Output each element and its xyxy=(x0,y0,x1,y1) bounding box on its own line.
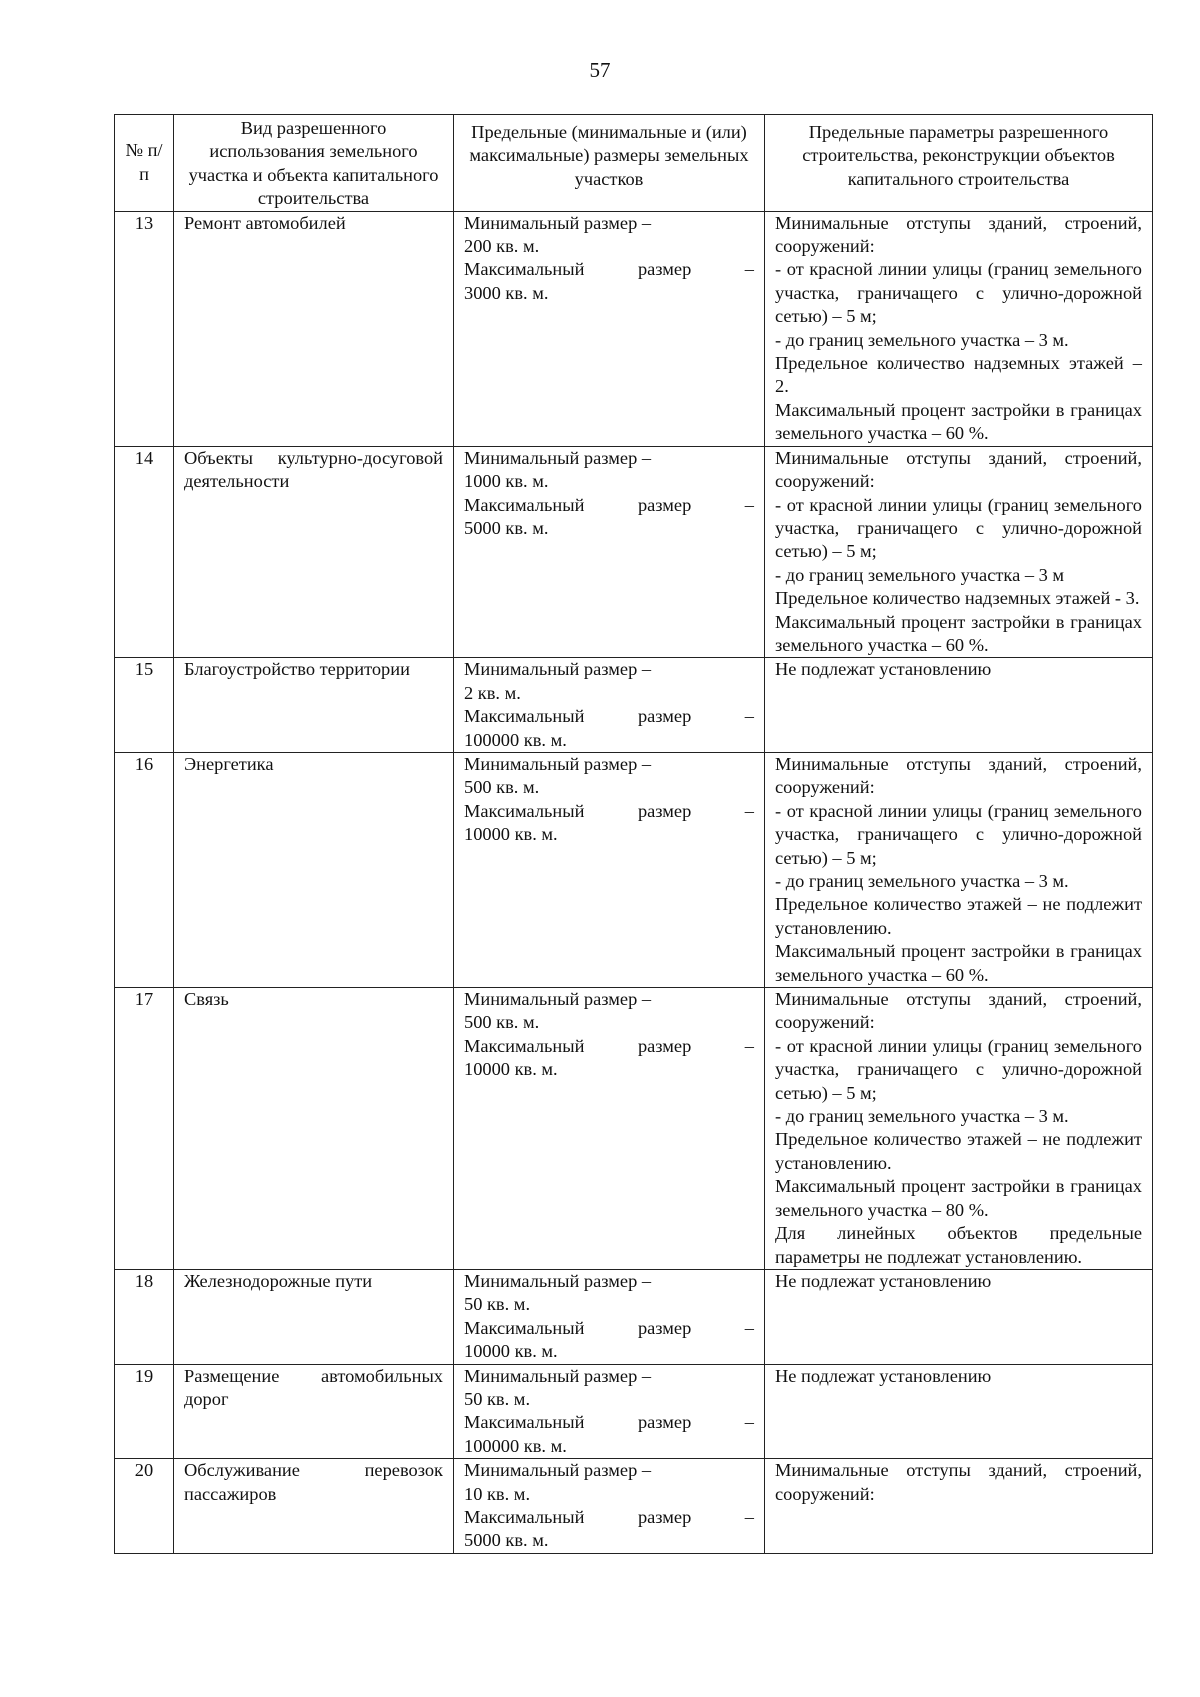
row-number-text: 18 xyxy=(134,1270,154,1291)
max-size-word-1: Максимальный xyxy=(464,1506,585,1527)
size-cell xyxy=(454,1459,765,1554)
max-size-dash: – xyxy=(744,259,754,280)
table-row xyxy=(115,752,1153,987)
size-cell xyxy=(454,1269,765,1364)
max-size-label xyxy=(464,800,754,823)
row-number-text: 17 xyxy=(134,989,154,1010)
max-size-word-2: размер xyxy=(637,706,692,727)
max-size-label xyxy=(464,1317,754,1340)
params-cell xyxy=(765,658,1153,753)
use-type-cell xyxy=(174,1269,454,1364)
max-size-word-2: размер xyxy=(637,1317,692,1338)
param-line: Предельное количество этажей – не подлежит установлению. xyxy=(775,894,1142,938)
param-line: Не подлежат установлению xyxy=(775,1270,992,1291)
param-line: Максимальный процент застройки в границах земельного участка – 60 %. xyxy=(775,399,1142,444)
params-cell xyxy=(765,211,1153,446)
size-cell xyxy=(454,658,765,753)
max-size-dash: – xyxy=(744,800,754,821)
min-size-value: 500 кв. м. xyxy=(464,777,540,798)
param-line: Не подлежат установлению xyxy=(775,1365,992,1386)
max-size-value: 5000 кв. м. xyxy=(464,517,549,538)
param-line: Минимальные отступы зданий, строений, сооружений: xyxy=(775,753,1142,798)
param-line: Максимальный процент застройки в границах земельного участка – 60 %. xyxy=(775,611,1142,655)
use-type-text: Энергетика xyxy=(184,753,274,774)
max-size-word-1: Максимальный xyxy=(464,259,585,280)
max-size-word-2: размер xyxy=(637,494,692,515)
use-type-text: Железнодорожные пути xyxy=(184,1270,373,1291)
use-type-cell xyxy=(174,211,454,446)
use-type-cell xyxy=(174,988,454,1270)
row-number-text: 19 xyxy=(134,1365,154,1386)
param-line: Предельное количество надземных этажей – 2. xyxy=(775,353,1142,397)
min-size-value: 2 кв. м. xyxy=(464,682,521,703)
max-size-label xyxy=(464,1506,754,1529)
max-size-dash: – xyxy=(744,1506,754,1527)
params-cell xyxy=(765,752,1153,987)
row-number-text: 13 xyxy=(134,212,154,233)
use-type-cell xyxy=(174,1364,454,1459)
min-size-value: 10 кв. м. xyxy=(464,1483,531,1504)
row-number-text: 20 xyxy=(134,1460,154,1481)
row-number xyxy=(115,658,174,753)
min-size-label: Минимальный размер – xyxy=(464,989,652,1010)
param-line: Максимальный процент застройки в границах земельного участка – 60 %. xyxy=(775,941,1142,985)
max-size-dash: – xyxy=(744,706,754,727)
min-size-value: 500 кв. м. xyxy=(464,1012,540,1033)
use-type-text: Благоустройство территории xyxy=(184,659,410,680)
row-number xyxy=(115,1459,174,1554)
param-line: Минимальные отступы зданий, строений, сооружений: xyxy=(775,447,1142,492)
params-cell xyxy=(765,988,1153,1270)
use-type-text: Связь xyxy=(184,989,229,1010)
max-size-word-2: размер xyxy=(637,800,692,821)
max-size-value: 100000 кв. м. xyxy=(464,729,567,750)
params-cell xyxy=(765,1459,1153,1554)
header-size: Предельные (минимальные и (или) максимальные) размеры земельных участков xyxy=(454,115,765,212)
max-size-label xyxy=(464,1411,754,1434)
param-line: Для линейных объектов предельные параметры не подлежат установлению. xyxy=(775,1223,1142,1267)
min-size-label: Минимальный размер – xyxy=(464,659,652,680)
table-header-row xyxy=(115,115,1153,212)
row-number xyxy=(115,752,174,987)
size-cell xyxy=(454,211,765,446)
max-size-dash: – xyxy=(744,494,754,515)
min-size-value: 1000 кв. м. xyxy=(464,471,549,492)
param-line: - до границ земельного участка – 3 м. xyxy=(775,329,1069,350)
max-size-word-1: Максимальный xyxy=(464,1317,585,1338)
use-type-cell xyxy=(174,446,454,658)
param-line: Предельное количество этажей – не подлежит установлению. xyxy=(775,1129,1142,1173)
header-params: Предельные параметры разрешенного строительства, реконструкции объектов капитального строительства xyxy=(765,115,1153,212)
table-row xyxy=(115,1364,1153,1459)
row-number xyxy=(115,446,174,658)
size-cell xyxy=(454,1364,765,1459)
min-size-label: Минимальный размер – xyxy=(464,212,652,233)
param-line: Минимальные отступы зданий, строений, сооружений: xyxy=(775,989,1142,1033)
page-number: 57 xyxy=(589,58,611,82)
size-cell xyxy=(454,446,765,658)
param-line: - от красной линии улицы (границ земельного участка, граничащего с улично-дорожной сетью) – 5 м; xyxy=(775,800,1142,868)
use-type-cell xyxy=(174,658,454,753)
table-row xyxy=(115,446,1153,658)
max-size-label xyxy=(464,258,754,281)
max-size-value: 10000 кв. м. xyxy=(464,1341,558,1362)
row-number-text: 15 xyxy=(134,659,154,680)
param-line: - до границ земельного участка – 3 м. xyxy=(775,1106,1069,1127)
use-type-text: Размещение автомобильных дорог xyxy=(184,1365,443,1409)
table-row xyxy=(115,1459,1153,1554)
params-cell xyxy=(765,1269,1153,1364)
row-number xyxy=(115,988,174,1270)
size-cell xyxy=(454,988,765,1270)
max-size-word-1: Максимальный xyxy=(464,494,585,515)
max-size-word-1: Максимальный xyxy=(464,800,585,821)
param-line: Максимальный процент застройки в границах земельного участка – 80 %. xyxy=(775,1176,1142,1220)
land-use-regulations-table xyxy=(114,114,1153,1554)
param-line: Минимальные отступы зданий, строений, сооружений: xyxy=(775,212,1142,257)
max-size-value: 10000 кв. м. xyxy=(464,824,558,845)
param-line: - от красной линии улицы (границ земельного участка, граничащего с улично-дорожной сетью) – 5 м; xyxy=(775,1035,1142,1103)
size-cell xyxy=(454,752,765,987)
param-line: Минимальные отступы зданий, строений, сооружений: xyxy=(775,1460,1142,1504)
table-row xyxy=(115,1269,1153,1364)
table-row xyxy=(115,658,1153,753)
max-size-value: 3000 кв. м. xyxy=(464,282,549,303)
max-size-label xyxy=(464,705,754,728)
min-size-value: 50 кв. м. xyxy=(464,1294,531,1315)
min-size-value: 50 кв. м. xyxy=(464,1388,531,1409)
use-type-text: Объекты культурно-досуговой деятельности xyxy=(184,447,443,492)
max-size-word-1: Максимальный xyxy=(464,706,585,727)
use-type-text: Обслуживание перевозок пассажиров xyxy=(184,1460,443,1504)
row-number xyxy=(115,211,174,446)
max-size-value: 10000 кв. м. xyxy=(464,1059,558,1080)
max-size-word-1: Максимальный xyxy=(464,1412,585,1433)
max-size-word-2: размер xyxy=(637,1412,692,1433)
max-size-word-2: размер xyxy=(637,1035,692,1056)
row-number xyxy=(115,1364,174,1459)
use-type-cell xyxy=(174,752,454,987)
max-size-dash: – xyxy=(744,1317,754,1338)
param-line: - от красной линии улицы (границ земельного участка, граничащего с улично-дорожной сетью) – 5 м; xyxy=(775,259,1142,327)
use-type-cell xyxy=(174,1459,454,1554)
max-size-value: 5000 кв. м. xyxy=(464,1530,549,1551)
max-size-label xyxy=(464,494,754,517)
param-line: Не подлежат установлению xyxy=(775,659,992,680)
header-use: Вид разрешенного использования земельного участка и объекта капитального строительства xyxy=(174,115,454,212)
row-number-text: 16 xyxy=(134,753,154,774)
min-size-label: Минимальный размер – xyxy=(464,1365,652,1386)
max-size-value: 100000 кв. м. xyxy=(464,1435,567,1456)
params-cell xyxy=(765,1364,1153,1459)
row-number-text: 14 xyxy=(134,447,154,468)
param-line: - от красной линии улицы (границ земельного участка, граничащего с улично-дорожной сетью) – 5 м; xyxy=(775,494,1142,562)
max-size-word-2: размер xyxy=(637,1506,692,1527)
min-size-label: Минимальный размер – xyxy=(464,753,652,774)
param-line: - до границ земельного участка – 3 м xyxy=(775,564,1065,585)
min-size-label: Минимальный размер – xyxy=(464,1460,652,1481)
max-size-label xyxy=(464,1035,754,1058)
params-cell xyxy=(765,446,1153,658)
max-size-dash: – xyxy=(744,1412,754,1433)
min-size-label: Минимальный размер – xyxy=(464,1270,652,1291)
max-size-word-1: Максимальный xyxy=(464,1035,585,1056)
row-number xyxy=(115,1269,174,1364)
table-row xyxy=(115,988,1153,1270)
table-row xyxy=(115,211,1153,446)
header-num: № п/п xyxy=(115,115,174,212)
param-line: Предельное количество надземных этажей - 3. xyxy=(775,588,1140,609)
use-type-text: Ремонт автомобилей xyxy=(184,212,346,233)
max-size-word-2: размер xyxy=(637,259,692,280)
param-line: - до границ земельного участка – 3 м. xyxy=(775,871,1069,891)
min-size-label: Минимальный размер – xyxy=(464,447,652,468)
min-size-value: 200 кв. м. xyxy=(464,236,540,257)
max-size-dash: – xyxy=(744,1035,754,1056)
